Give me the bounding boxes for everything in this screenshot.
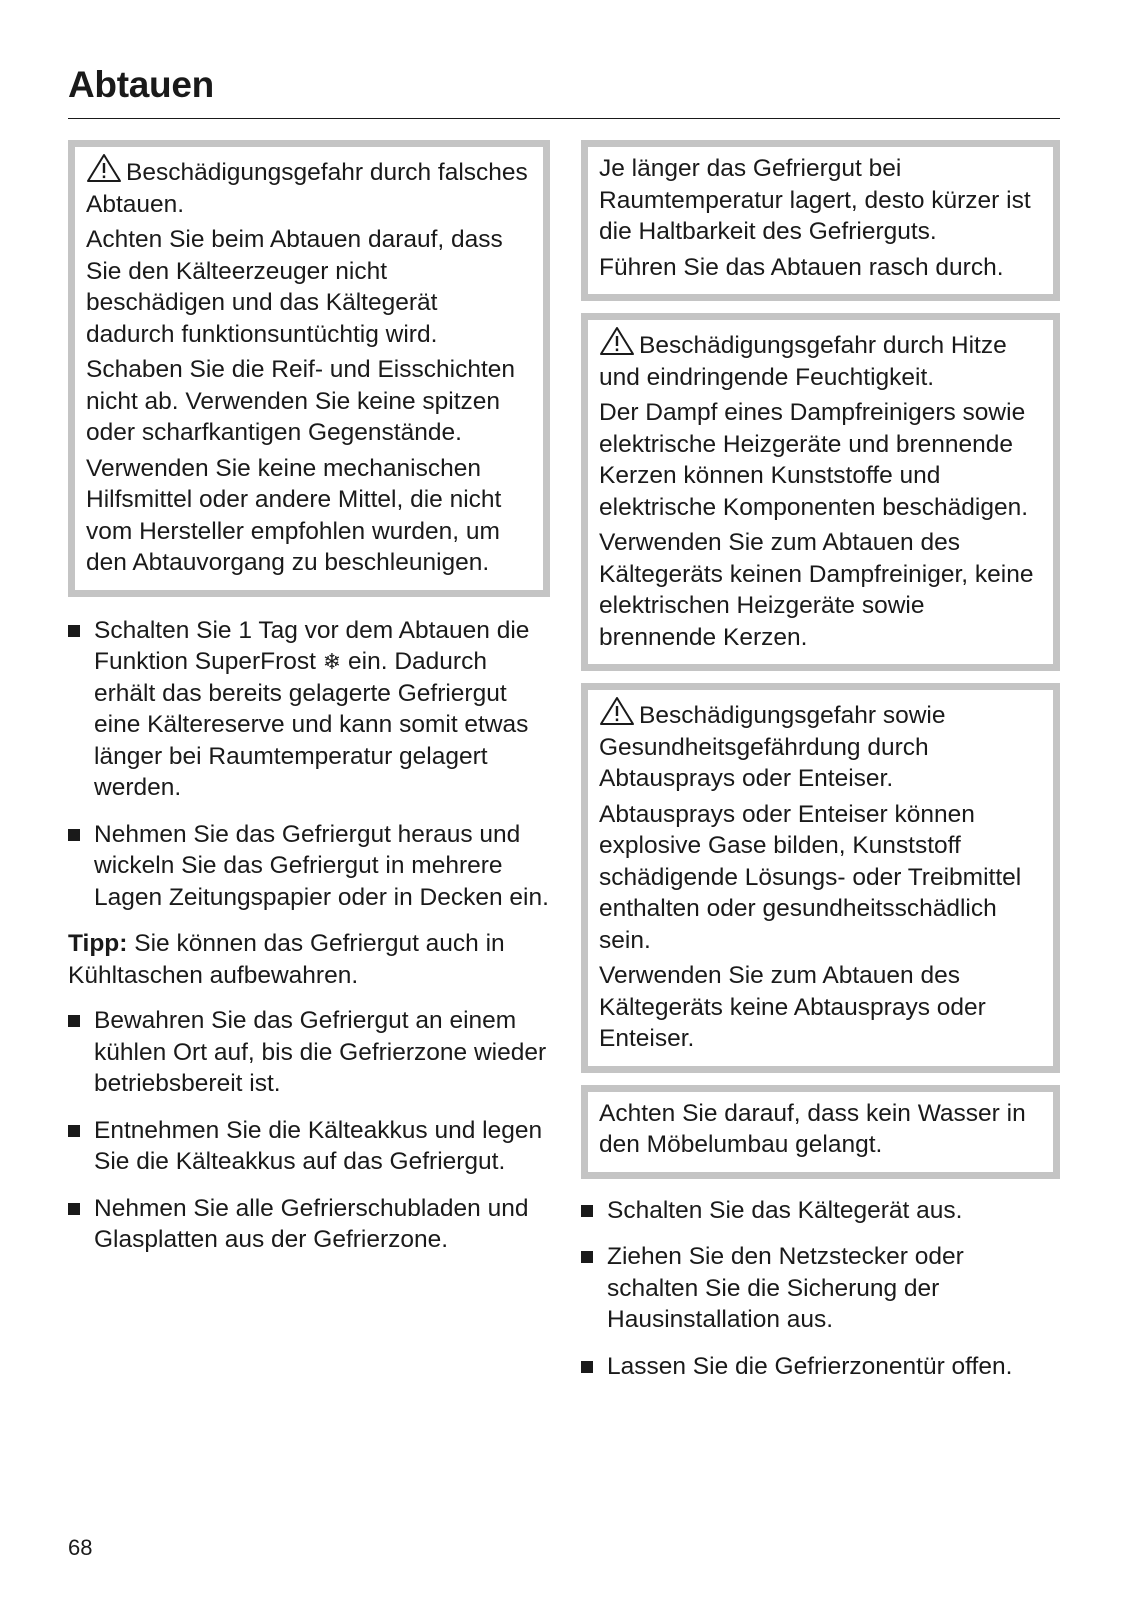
warning-heading: Beschädigungsgefahr durch falsches Abtauen. bbox=[86, 153, 531, 220]
list-item: Entnehmen Sie die Kälteakkus und legen Sie die Kälteakkus auf das Gefriergut. bbox=[68, 1115, 550, 1178]
warning-paragraph: Schaben Sie die Reif- und Eisschichten nicht ab. Verwenden Sie keine spitzen oder scharfkantigen Gegenstände. bbox=[86, 356, 516, 446]
list-item: Ziehen Sie den Netzstecker oder schalten Sie die Sicherung der Hausinstallation aus. bbox=[581, 1241, 1060, 1336]
warning-triangle-icon bbox=[599, 696, 635, 726]
bullet-square-icon bbox=[68, 1015, 80, 1027]
snowflake-icon: ❄ bbox=[322, 649, 342, 674]
page-title: Abtauen bbox=[68, 64, 214, 105]
info-paragraph: Je länger das Gefriergut bei Raumtemperatur lagert, desto kürzer ist die Haltbarkeit des Gefrierguts. bbox=[599, 155, 1031, 245]
warning-heading: Beschädigungsgefahr durch Hitze und eindringende Feuchtigkeit. bbox=[599, 326, 1041, 393]
title-rule bbox=[68, 118, 1060, 119]
warning-paragraph: Verwenden Sie zum Abtauen des Kältegeräts keinen Dampfreiniger, keine elektrischen Heizgeräte sowie brennende Kerzen. bbox=[599, 529, 1034, 651]
bullet-square-icon bbox=[581, 1205, 593, 1217]
bullet-square-icon bbox=[581, 1361, 593, 1373]
info-paragraph: Führen Sie das Abtauen rasch durch. bbox=[599, 253, 1004, 281]
left-column bbox=[68, 140, 550, 1271]
warning-paragraph: Achten Sie beim Abtauen darauf, dass Sie den Kälteerzeuger nicht beschädigen und das Kältegerät dadurch funktionsuntüchtig wird. bbox=[86, 226, 503, 348]
warning-triangle-icon bbox=[86, 153, 122, 183]
bullet-list bbox=[581, 1195, 1060, 1383]
list-item: Nehmen Sie das Gefriergut heraus und wickeln Sie das Gefriergut in mehrere Lagen Zeitungspapier oder in Decken ein. bbox=[68, 819, 550, 914]
info-paragraph: Achten Sie darauf, dass kein Wasser in den Möbelumbau gelangt. bbox=[599, 1099, 1026, 1158]
info-box-water bbox=[581, 1085, 1060, 1179]
bullet-square-icon bbox=[68, 829, 80, 841]
list-item: Nehmen Sie alle Gefrierschubladen und Glasplatten aus der Gefrierzone. bbox=[68, 1193, 550, 1256]
list-item: Bewahren Sie das Gefriergut an einem kühlen Ort auf, bis die Gefrierzone wieder betriebsbereit ist. bbox=[68, 1005, 550, 1100]
list-item: Schalten Sie 1 Tag vor dem Abtauen die Funktion SuperFrost ❄ ein. Dadurch erhält das bereits gelagerte Gefriergut eine Kältereserve und kann somit etwas länger bei Raumtemperatur gelagert werden. bbox=[68, 615, 550, 804]
warning-box-heat-moisture bbox=[581, 313, 1060, 671]
bullet-square-icon bbox=[68, 1125, 80, 1137]
list-item: Lassen Sie die Gefrierzonentür offen. bbox=[581, 1351, 1060, 1383]
tip-paragraph: Tipp: Sie können das Gefriergut auch in Kühltaschen aufbewahren. bbox=[68, 930, 505, 989]
bullet-square-icon bbox=[581, 1251, 593, 1263]
bullet-list bbox=[68, 1005, 550, 1256]
info-box-storage bbox=[581, 140, 1060, 301]
right-column bbox=[581, 140, 1060, 1397]
page-number: 68 bbox=[68, 1535, 93, 1560]
warning-box-defrost-sprays bbox=[581, 683, 1060, 1073]
warning-paragraph: Der Dampf eines Dampfreinigers sowie elektrische Heizgeräte und brennende Kerzen können Kunststoffe und elektrische Komponenten beschädigen. bbox=[599, 399, 1029, 521]
warning-paragraph: Verwenden Sie keine mechanischen Hilfsmittel oder andere Mittel, die nicht vom Hersteller empfohlen wurden, um den Abtauvorgang zu beschleunigen. bbox=[86, 454, 502, 576]
warning-box-damage-defrost bbox=[68, 140, 550, 597]
warning-triangle-icon bbox=[599, 326, 635, 356]
tip-label: Tipp: bbox=[68, 930, 128, 957]
warning-heading: Beschädigungsgefahr sowie Gesundheitsgefährdung durch Abtausprays oder Enteiser. bbox=[599, 696, 1041, 795]
list-item: Schalten Sie das Kältegerät aus. bbox=[581, 1195, 1060, 1227]
bullet-list bbox=[68, 615, 550, 914]
bullet-square-icon bbox=[68, 1203, 80, 1215]
warning-paragraph: Verwenden Sie zum Abtauen des Kältegeräts keine Abtausprays oder Enteiser. bbox=[599, 962, 986, 1052]
bullet-square-icon bbox=[68, 625, 80, 637]
warning-paragraph: Abtausprays oder Enteiser können explosive Gase bilden, Kunststoff schädigende Lösungs- oder Treibmittel enthalten oder gesundheitsschädlich sein. bbox=[599, 800, 1022, 954]
